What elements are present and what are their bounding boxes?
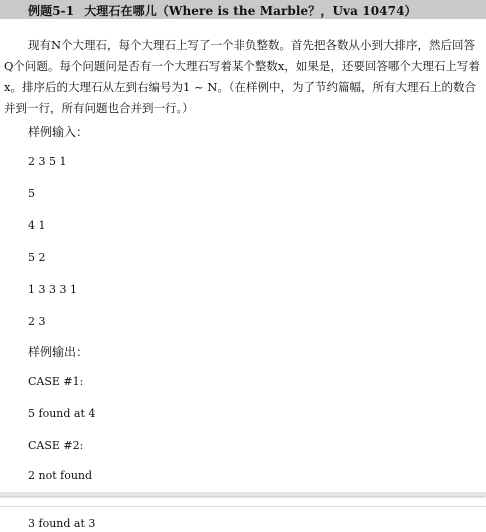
sample-output-label: 样例输出： [28, 345, 89, 359]
title-bar [0, 0, 486, 19]
example-label: 例题5-1 [28, 4, 75, 18]
problem-paragraph: 现有N个大理石，每个大理石上写了一个非负整数。首先把各数从小到大排序，然后回答Q个问题。每个问题问是否有一个大理石写着某个整数x，如果是，还要回答哪个大理石上写着x。排序后的大理石从左到右编号为1 ~ N。（在样例中，为了节约篇幅，所有大理石上的数合并到一行，所有问题也合并到一行。） [4, 38, 480, 115]
title-text [28, 2, 417, 19]
sample-output-line: 2 not found [28, 469, 93, 482]
sample-input-line: 4 1 [28, 219, 46, 232]
sample-output-line: 5 found at 4 [28, 407, 96, 420]
sample-input-line: 2 3 5 1 [28, 155, 67, 168]
sample-input-line: 1 3 3 3 1 [28, 283, 77, 296]
sample-output-line: CASE #1: [28, 375, 84, 388]
page-separator [0, 492, 486, 496]
page-separator-line [0, 506, 486, 507]
sample-input-label: 样例输入： [28, 125, 89, 139]
sample-output-line: CASE #2: [28, 439, 84, 452]
sample-input-line: 2 3 [28, 315, 46, 328]
sample-input-line: 5 2 [28, 251, 46, 264]
sample-input-line: 5 [28, 187, 35, 200]
example-title: 大理石在哪儿（Where is the Marble？，Uva 10474） [84, 4, 417, 18]
problem-description [4, 35, 482, 119]
sample-output-line: 3 found at 3 [28, 517, 96, 530]
